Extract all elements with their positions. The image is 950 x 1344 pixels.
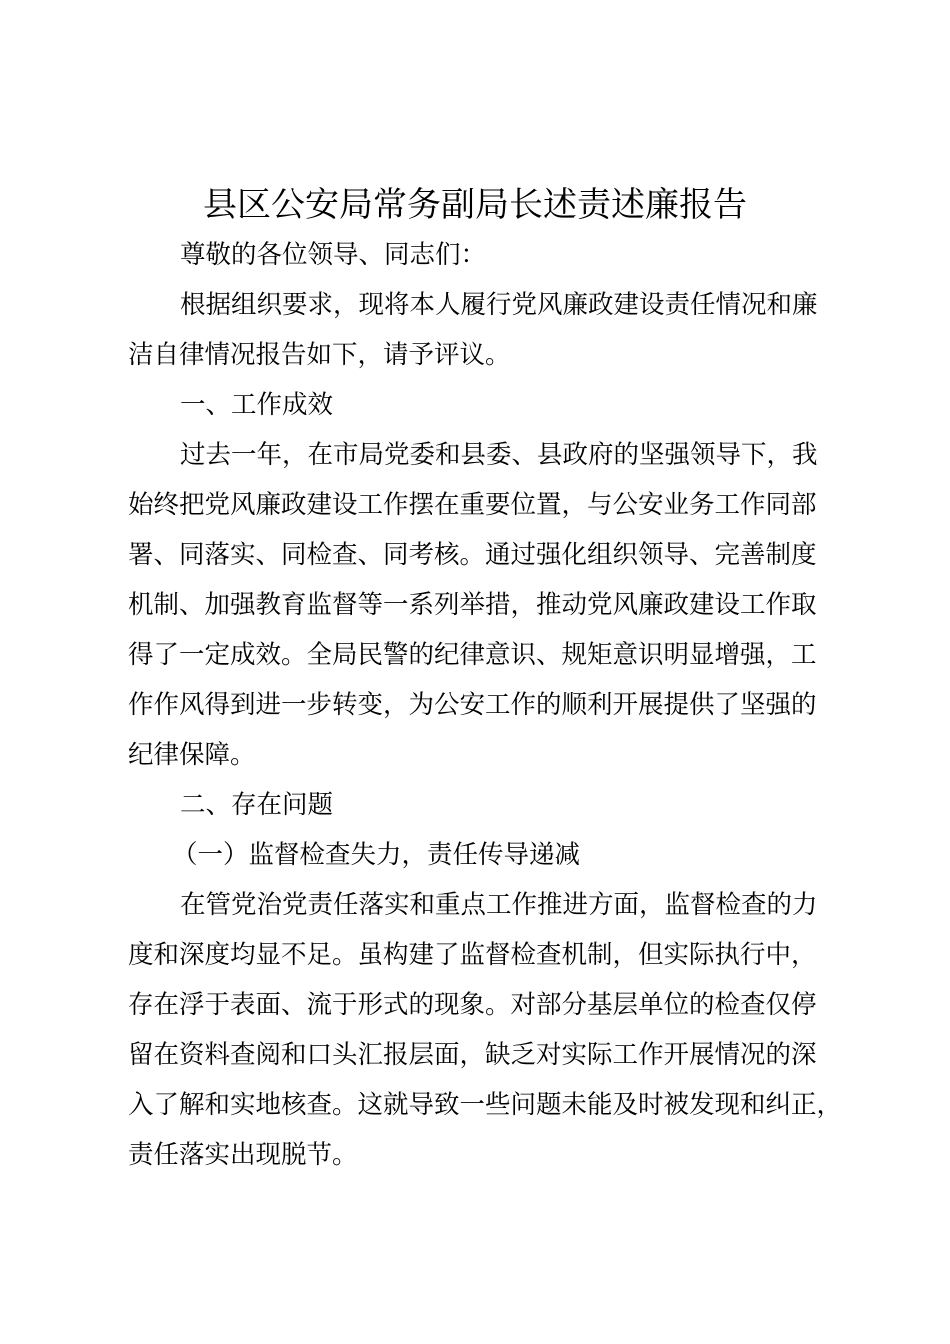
text-line: 尊敬的各位领导、同志们： [180,240,487,270]
text-line: 得了一定成效。全局民警的纪律意识、规矩意识明显增强，工 [128,640,817,670]
text-line: 洁自律情况报告如下，请予评议。 [128,340,511,370]
text-line: 存在浮于表面、流于形式的现象。对部分基层单位的检查仅停 [128,990,817,1020]
text-line: 度和深度均显不足。虽构建了监督检查机制，但实际执行中， [128,940,817,970]
text-line: 机制、加强教育监督等一系列举措，推动党风廉政建设工作取 [128,590,817,620]
text-line: 过去一年，在市局党委和县委、县政府的坚强领导下，我 [180,440,818,470]
text-line: 二、存在问题 [180,790,334,820]
text-line: 责任落实出现脱节。 [128,1140,358,1170]
text-line: 署、同落实、同检查、同考核。通过强化组织领导、完善制度 [128,540,817,570]
text-line: 入了解和实地核查。这就导致一些问题未能及时被发现和纠正， [128,1090,843,1120]
text-line: 留在资料查阅和口头汇报层面，缺乏对实际工作开展情况的深 [128,1040,817,1070]
text-line: 一、工作成效 [180,390,334,420]
text-line: 纪律保障。 [128,740,256,770]
text-line: 在管党治党责任落实和重点工作推进方面，监督检查的力 [180,890,818,920]
text-line: 作作风得到进一步转变，为公安工作的顺利开展提供了坚强的 [128,690,817,720]
document-title: 县区公安局常务副局长述责述廉报告 [203,185,747,225]
text-line: 始终把党风廉政建设工作摆在重要位置，与公安业务工作同部 [128,490,817,520]
text-line: （一）监督检查失力，责任传导递减 [172,840,581,870]
document-body [128,230,858,1180]
text-line: 根据组织要求，现将本人履行党风廉政建设责任情况和廉 [180,290,818,320]
